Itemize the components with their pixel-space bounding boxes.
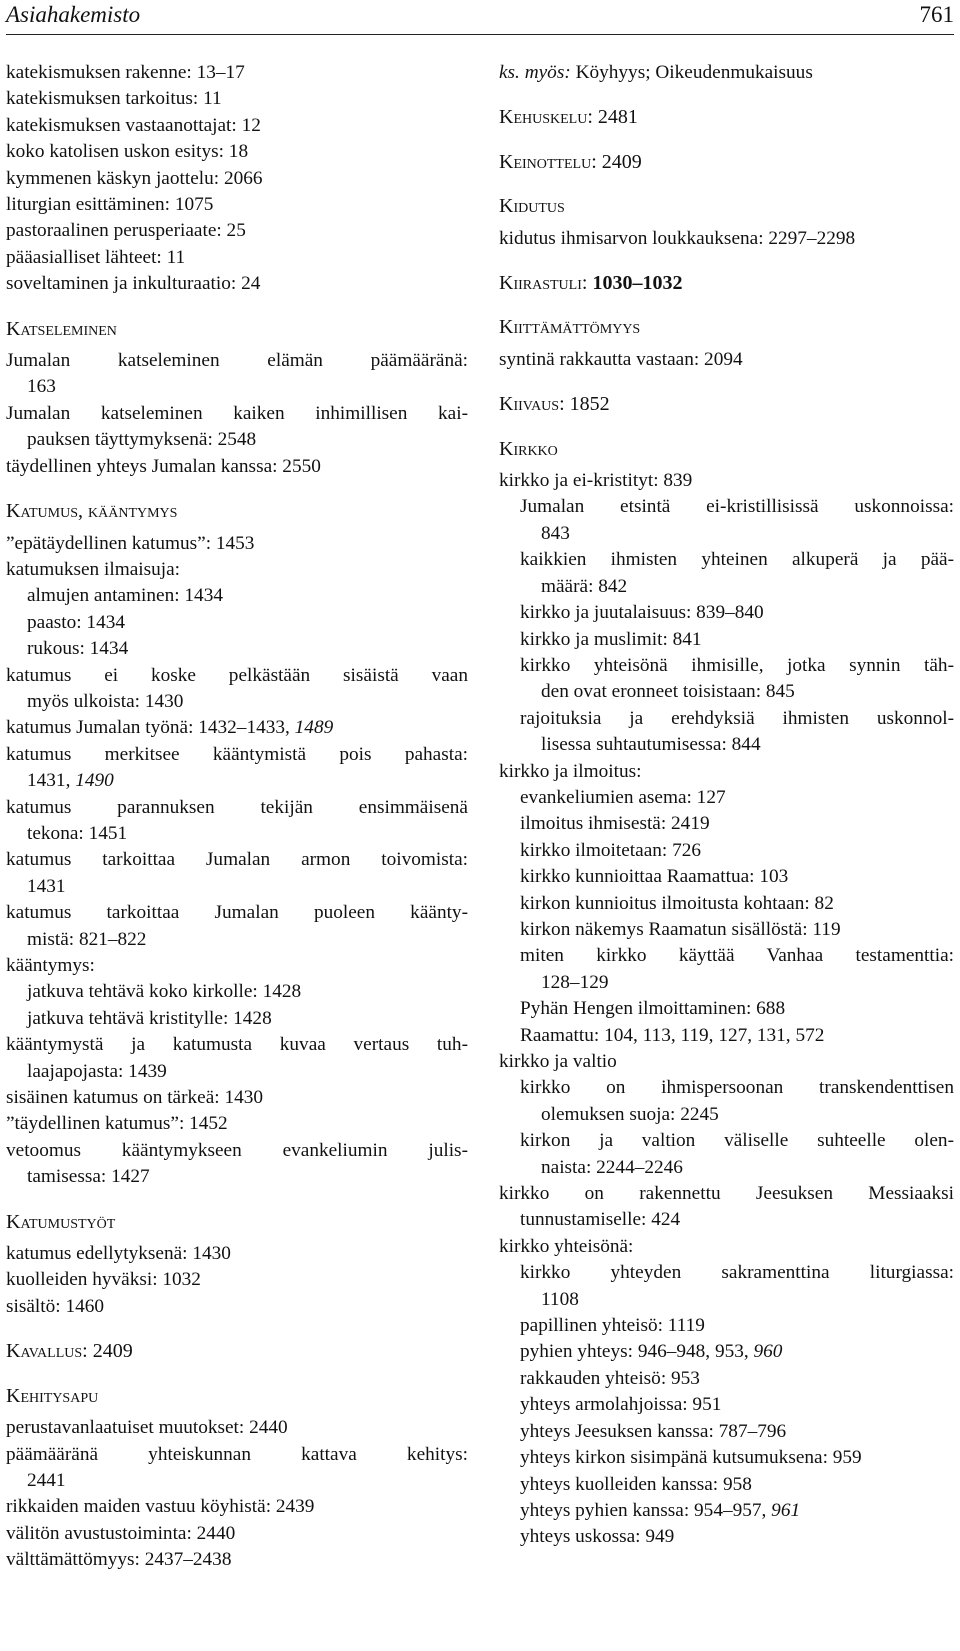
index-entry-continued: tamisessa: 1427	[27, 1166, 150, 1188]
index-subentry: pyhien yhteys: 946–948, 953, 960	[520, 1341, 783, 1363]
index-entry: kidutus ihmisarvon loukkauksena: 2297–2298	[499, 227, 856, 249]
index-entry: vetoomus kääntymykseen evankeliumin julis-	[6, 1139, 468, 1161]
index-subentry-continued: määrä: 842	[541, 575, 628, 597]
index-subentry: ilmoitus ihmisestä: 2419	[520, 813, 710, 835]
index-subentry: jatkuva tehtävä koko kirkolle: 1428	[27, 981, 302, 1003]
index-subentry: yhteys kirkon sisimpänä kutsumuksena: 959	[520, 1447, 862, 1469]
index-entry: katumus tarkoittaa Jumalan armon toivomista:	[6, 849, 468, 871]
index-subentry: evankeliumien asema: 127	[520, 786, 726, 808]
index-subentry-continued: 1108	[541, 1288, 579, 1310]
index-subentry-continued: den ovat eronneet toisistaan: 845	[541, 681, 795, 703]
index-heading-kidutus: Kidutus	[499, 195, 565, 218]
index-entry: kääntymystä ja katumusta kuvaa vertaus tuh-	[6, 1034, 468, 1056]
index-subentry-continued: olemuksen suoja: 2245	[541, 1103, 719, 1125]
index-subentry: miten kirkko käyttää Vanhaa testamenttia:	[520, 945, 954, 967]
index-subentry: yhteys armolahjoissa: 951	[520, 1394, 722, 1416]
index-heading-katumustyot: Katumustyöt	[6, 1210, 116, 1233]
index-entry: rikkaiden maiden vastuu köyhistä: 2439	[6, 1496, 315, 1518]
page-number: 761	[919, 2, 954, 27]
index-heading-katumus: Katumus, kääntymys	[6, 500, 178, 523]
index-subentry: almujen antaminen: 1434	[27, 585, 223, 607]
index-entry: välttämättömyys: 2437–2438	[6, 1549, 232, 1571]
index-entry: koko katolisen uskon esitys: 18	[6, 141, 249, 163]
index-subentry: rajoituksia ja erehdyksiä ihmisten uskonnol-	[520, 707, 954, 729]
index-subentry: kirkko ilmoitetaan: 726	[520, 839, 701, 861]
index-entry: katekismuksen rakenne: 13–17	[6, 62, 245, 83]
index-entry: Jumalan katseleminen kaiken inhimillisen kai-	[6, 402, 468, 424]
index-entry: kääntymys:	[6, 955, 95, 976]
index-entry-continued: 1431, 1490	[27, 770, 114, 792]
index-entry-continued: myös ulkoista: 1430	[27, 690, 184, 712]
index-subentry-continued: 843	[541, 522, 570, 544]
index-entry: kymmenen käskyn jaottelu: 2066	[6, 167, 263, 189]
index-subentry: rakkauden yhteisö: 953	[520, 1367, 700, 1389]
index-entry: sisältö: 1460	[6, 1295, 105, 1317]
index-entry: kirkko ja ilmoitus:	[499, 760, 642, 782]
index-subentry: yhteys Jeesuksen kanssa: 787–796	[520, 1420, 787, 1442]
index-entry: katumus ei koske pelkästään sisäistä vaan	[6, 664, 468, 686]
index-subentry: kirkon kunnioitus ilmoitusta kohtaan: 82	[520, 892, 834, 914]
index-subentry: yhteys pyhien kanssa: 954–957, 961	[520, 1499, 801, 1521]
index-entry: pastoraalinen perusperiaate: 25	[6, 220, 246, 242]
index-subentry: kirkko on ihmispersoonan transkendenttisen	[520, 1077, 954, 1099]
index-entry: katumuksen ilmaisuja:	[6, 558, 181, 580]
index-entry-continued: tunnustamiselle: 424	[520, 1209, 681, 1231]
index-entry-continued: 163	[27, 376, 56, 398]
index-entry: kirkko on rakennettu Jeesuksen Messiaaksi	[499, 1183, 954, 1205]
index-subentry: kirkko kunnioittaa Raamattua: 103	[520, 866, 789, 888]
index-subentry: Pyhän Hengen ilmoittaminen: 688	[520, 998, 786, 1020]
index-heading-kehitysapu: Kehitysapu	[6, 1384, 99, 1407]
index-entry-continued: 1431	[27, 875, 66, 897]
index-entry: katekismuksen tarkoitus: 11	[6, 88, 222, 110]
index-subentry: kirkon ja valtion väliselle suhteelle olen-	[520, 1130, 954, 1152]
index-subentry-continued: lisessa suhtautumisessa: 844	[541, 734, 761, 756]
index-entry-continued: laajapojasta: 1439	[27, 1060, 167, 1082]
index-entry: kuolleiden hyväksi: 1032	[6, 1269, 201, 1291]
index-subentry: kirkko yhteyden sakramenttina liturgiassa:	[520, 1262, 954, 1284]
index-entry: katumus edellytyksenä: 1430	[6, 1243, 231, 1265]
index-entry: syntinä rakkautta vastaan: 2094	[499, 348, 743, 370]
index-entry: katumus parannuksen tekijän ensimmäisenä	[6, 796, 468, 818]
index-entry: välitön avustustoiminta: 2440	[6, 1522, 236, 1544]
index-entry-continued: pauksen täyttymyksenä: 2548	[27, 429, 257, 451]
index-subentry: kaikkien ihmisten yhteinen alkuperä ja pää-	[520, 549, 954, 571]
index-heading-keinottelu: Keinottelu: 2409	[499, 150, 642, 173]
index-entry-continued: tekona: 1451	[27, 822, 128, 844]
index-subentry: paasto: 1434	[27, 611, 125, 633]
index-subentry: yhteys uskossa: 949	[520, 1526, 675, 1548]
running-title: Asiahakemisto	[6, 2, 141, 27]
index-entry: ”täydellinen katumus”: 1452	[6, 1113, 228, 1135]
index-entry: perustavanlaatuiset muutokset: 2440	[6, 1417, 288, 1439]
index-entry: katumus merkitsee kääntymistä pois pahasta:	[6, 743, 468, 765]
index-heading-kiittamattomyys: Kiittämättömyys	[499, 316, 641, 339]
index-entry-continued: mistä: 821–822	[27, 928, 147, 950]
index-entry: Jumalan katseleminen elämän päämääränä:	[6, 350, 468, 372]
index-entry: soveltaminen ja inkulturaatio: 24	[6, 273, 261, 295]
index-entry: sisäinen katumus on tärkeä: 1430	[6, 1087, 264, 1109]
index-subentry: Jumalan etsintä ei-kristillisissä uskonnoissa:	[520, 496, 954, 518]
index-entry: täydellinen yhteys Jumalan kanssa: 2550	[6, 455, 321, 477]
index-heading-kehuskelu: Kehuskelu: 2481	[499, 106, 638, 129]
index-subentry: rukous: 1434	[27, 638, 129, 660]
index-heading-katseleminen: Katseleminen	[6, 317, 117, 340]
index-subentry: papillinen yhteisö: 1119	[520, 1315, 705, 1337]
index-entry-continued: 2441	[27, 1469, 66, 1491]
index-subentry: kirkon näkemys Raamatun sisällöstä: 119	[520, 918, 841, 940]
index-entry: päämääränä yhteiskunnan kattava kehitys:	[6, 1443, 468, 1465]
index-subentry: yhteys kuolleiden kanssa: 958	[520, 1473, 752, 1495]
index-subentry: kirkko ja juutalaisuus: 839–840	[520, 602, 764, 624]
index-entry: kirkko ja ei-kristityt: 839	[499, 470, 693, 492]
index-entry: kirkko yhteisönä:	[499, 1235, 634, 1257]
index-heading-kirkko: Kirkko	[499, 437, 558, 460]
index-entry: liturgian esittäminen: 1075	[6, 194, 214, 216]
index-entry: katekismuksen vastaanottajat: 12	[6, 114, 261, 136]
index-subentry: kirkko ja muslimit: 841	[520, 628, 702, 650]
index-subentry: Raamattu: 104, 113, 119, 127, 131, 572	[520, 1024, 825, 1046]
index-entry: ”epätäydellinen katumus”: 1453	[6, 532, 255, 554]
left-column	[6, 60, 468, 1574]
index-entry: kirkko ja valtio	[499, 1051, 617, 1072]
index-heading-kiivaus: Kiivaus: 1852	[499, 393, 610, 416]
index-entry: katumus Jumalan työnä: 1432–1433, 1489	[6, 717, 334, 739]
index-heading-kavallus: Kavallus: 2409	[6, 1340, 133, 1363]
see-also-line: ks. myös: Köyhyys; Oikeudenmukaisuus	[499, 62, 813, 83]
index-subentry-continued: naista: 2244–2246	[541, 1156, 683, 1178]
right-column	[499, 60, 954, 1551]
index-entry: pääasialliset lähteet: 11	[6, 246, 186, 268]
index-heading-kiirastuli: Kiirastuli: 1030–1032	[499, 272, 683, 295]
index-subentry: jatkuva tehtävä kristitylle: 1428	[27, 1007, 272, 1029]
index-subentry: kirkko yhteisönä ihmisille, jotka synnin täh-	[520, 654, 954, 676]
page-header	[6, 0, 954, 35]
index-entry: katumus tarkoittaa Jumalan puoleen käänty-	[6, 902, 468, 924]
index-subentry-continued: 128–129	[541, 971, 609, 993]
